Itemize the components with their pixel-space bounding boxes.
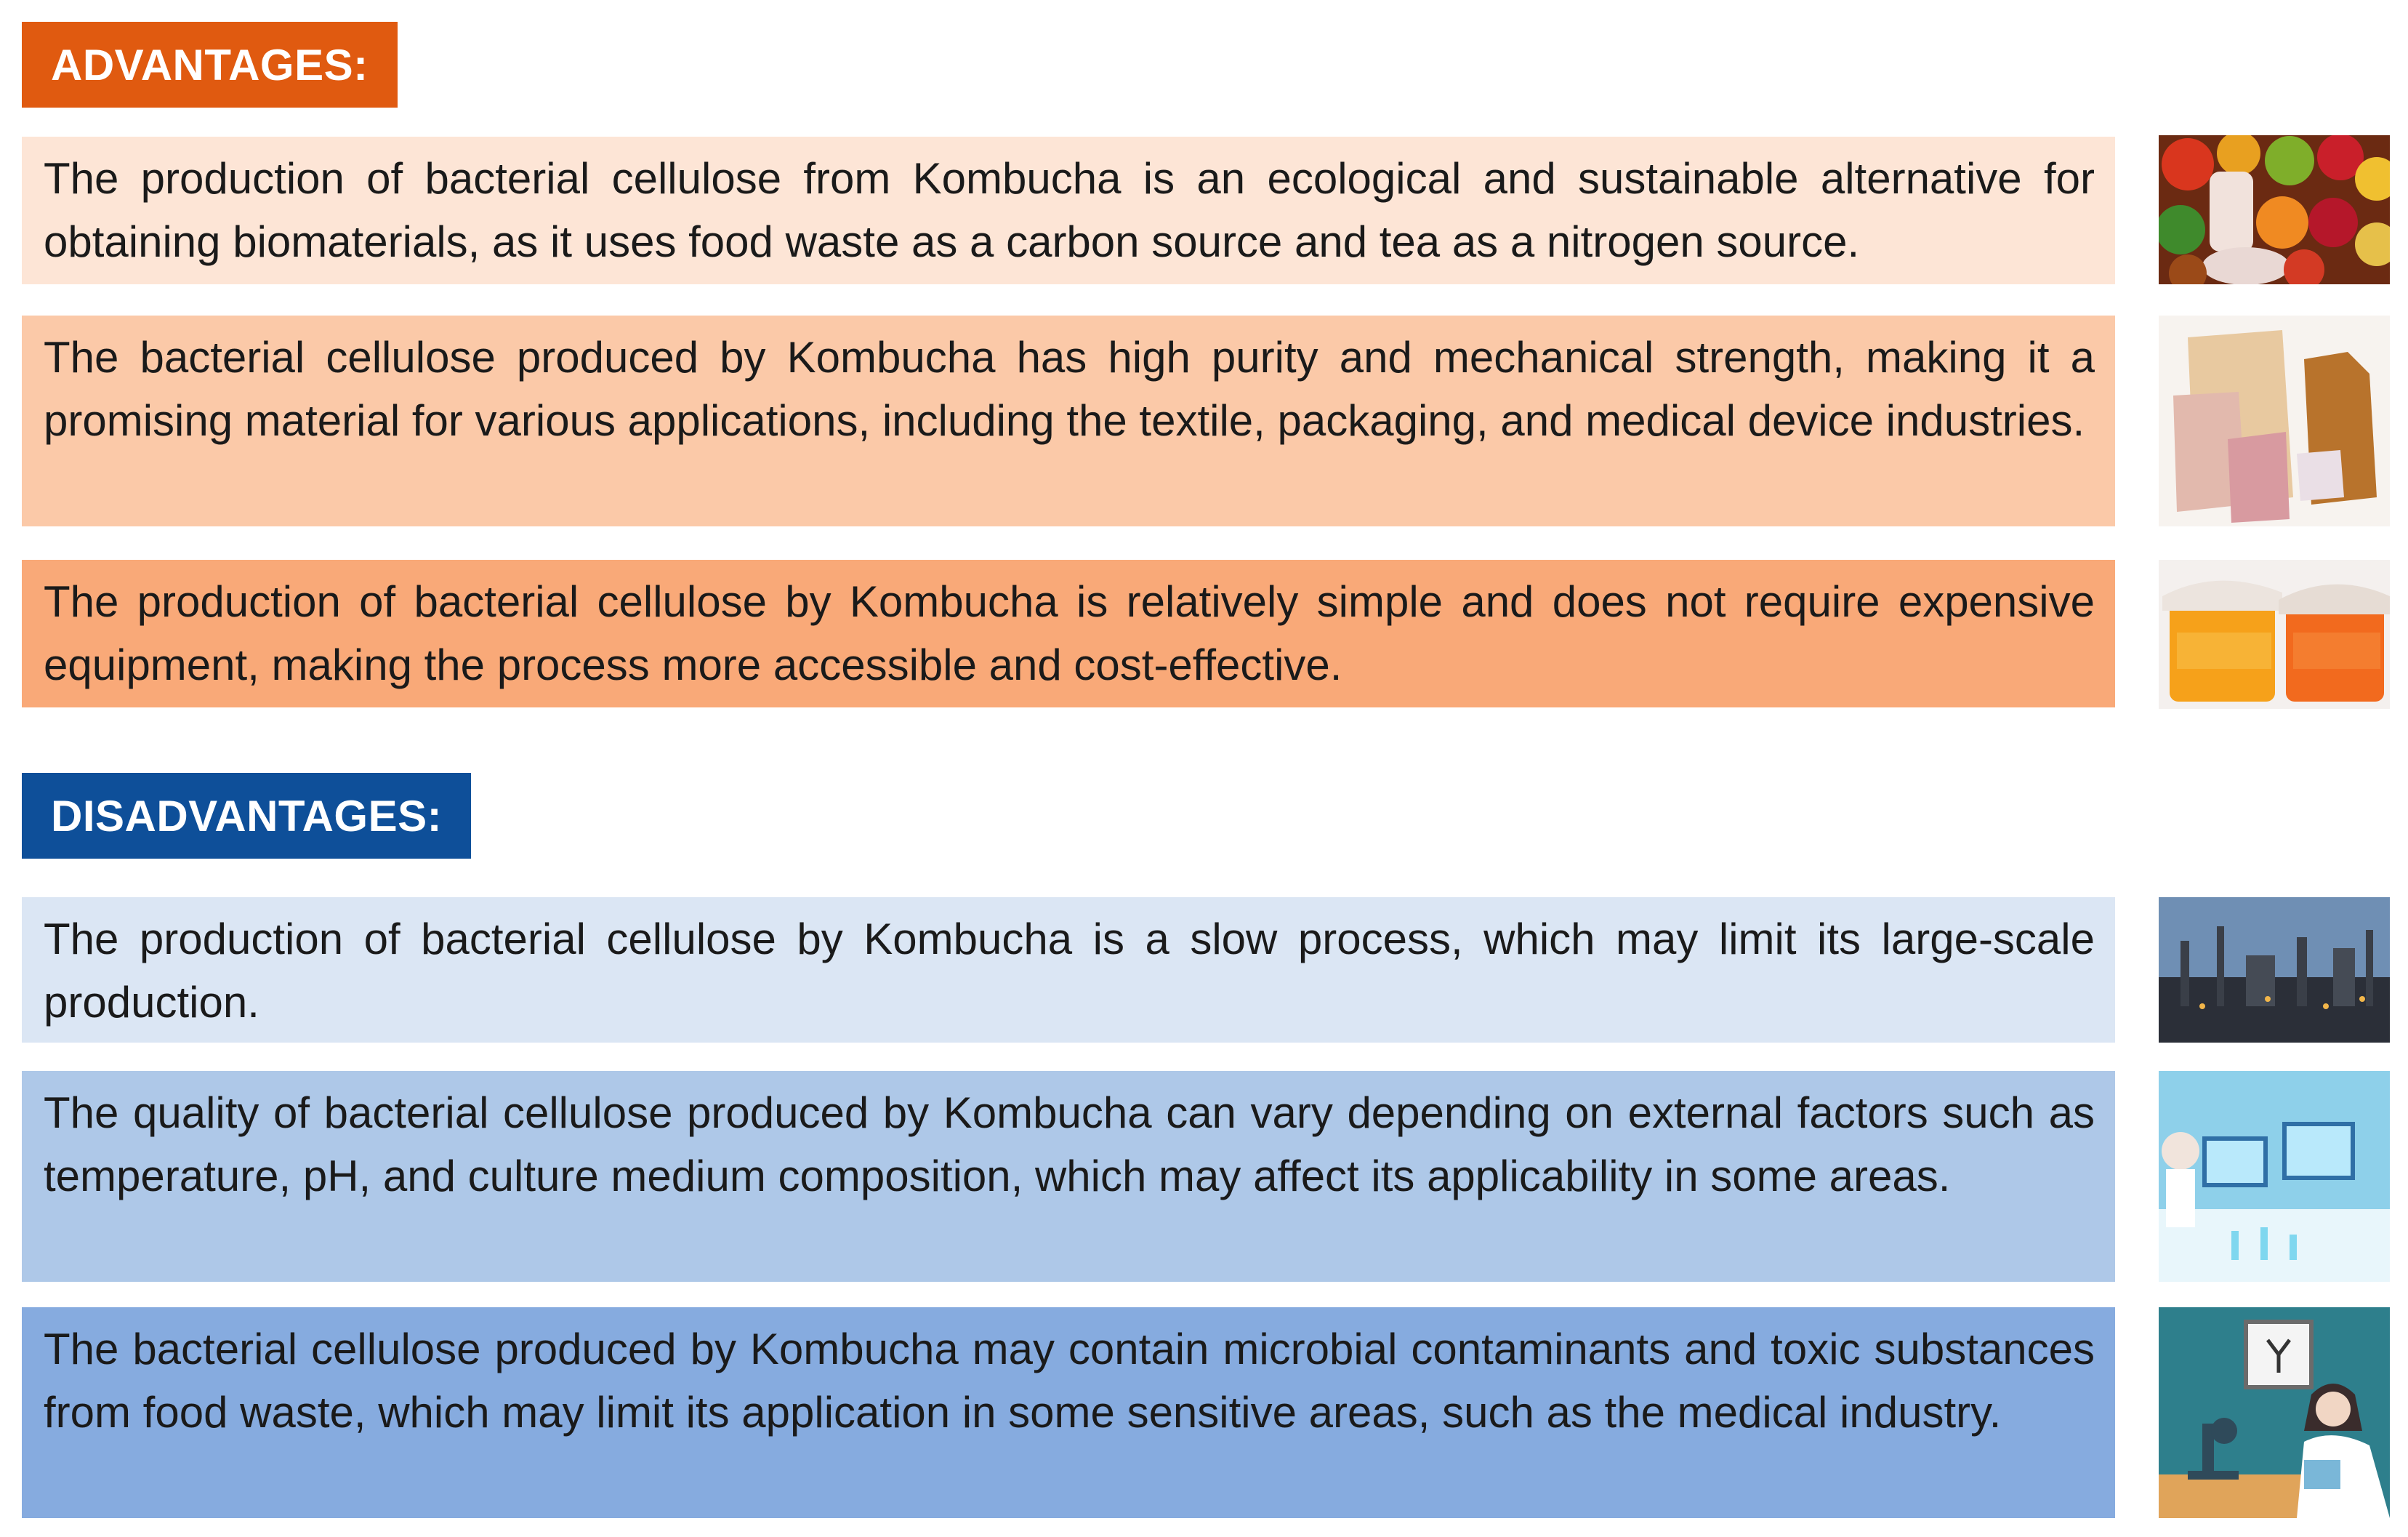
- disadvantage-text-1: The production of bacterial cellulose by Kombucha is a slow process, which may limit its large-scale production.: [44, 915, 2095, 1027]
- disadvantage-text-3: The bacterial cellulose produced by Kombucha may contain microbial contaminants and toxic substances from food waste, which may limit its application in some sensitive areas, such as the medical industry.: [44, 1325, 2095, 1437]
- advantage-box-2: [22, 316, 2115, 526]
- kombucha-jars-icon: [2159, 560, 2390, 709]
- disadvantage-box-2: [22, 1071, 2115, 1282]
- packaging-bags-icon: [2159, 316, 2390, 526]
- advantage-box-1: [22, 137, 2115, 284]
- advantage-text-1: The production of bacterial cellulose from Kombucha is an ecological and sustainable alternative for obtaining biomaterials, as it uses food waste as a carbon source and tea as a nitrogen source.: [44, 154, 2095, 266]
- advantage-box-3: [22, 560, 2115, 707]
- laboratory-icon: [2159, 1071, 2390, 1282]
- fruits-vegetables-icon: [2159, 135, 2390, 284]
- disadvantage-text-2: The quality of bacterial cellulose produced by Kombucha can vary depending on external factors such as temperature, pH, and culture medium composition, which may affect its applicability in some areas.: [44, 1088, 2095, 1200]
- advantage-text-2: The bacterial cellulose produced by Kombucha has high purity and mechanical strength, making it a promising material for various applications, including the textile, packaging, and medical device industries.: [44, 333, 2095, 445]
- disadvantage-box-3: [22, 1307, 2115, 1518]
- advantage-text-3: The production of bacterial cellulose by Kombucha is relatively simple and does not require expensive equipment, making the process more accessible and cost-effective.: [44, 577, 2095, 689]
- scientist-microscope-icon: [2159, 1307, 2390, 1518]
- disadvantage-box-1: [22, 897, 2115, 1043]
- disadvantages-heading: DISADVANTAGES:: [22, 773, 471, 859]
- industrial-plant-icon: [2159, 897, 2390, 1043]
- advantages-heading: ADVANTAGES:: [22, 22, 398, 108]
